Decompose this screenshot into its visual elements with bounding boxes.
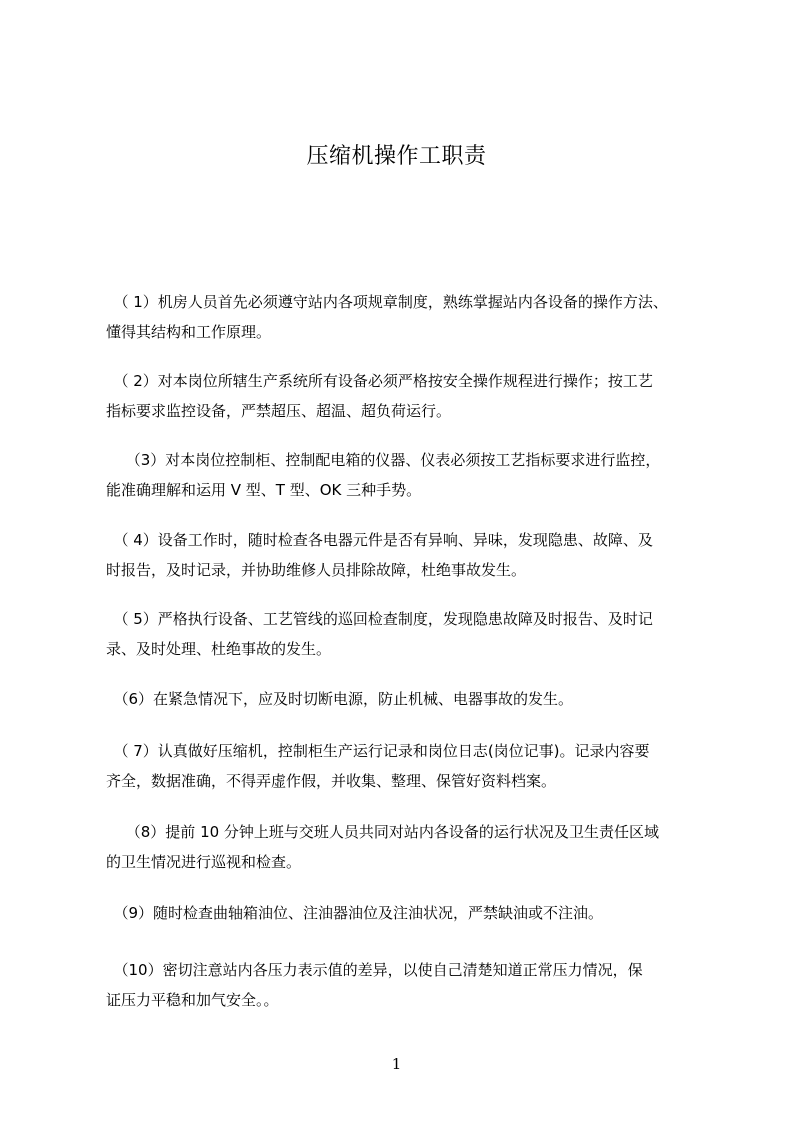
paragraph-line: 的卫生情况进行巡视和检查。 — [106, 853, 302, 871]
paragraph-line: （ 7）认真做好压缩机，控制柜生产运行记录和岗位日志(岗位记事)。记录内容要 — [106, 742, 650, 760]
duty-item-1 — [106, 287, 716, 347]
paragraph-line: （ 2）对本岗位所辖生产系统所有设备必须严格按安全操作规程进行操作；按工艺 — [106, 372, 653, 390]
duty-item-3 — [106, 445, 716, 505]
paragraph-line: （3）对本岗位控制柜、控制配电箱的仪器、仪表必须按工艺指标要求进行监控， — [106, 451, 661, 469]
paragraph-line: 懂得其结构和工作原理。 — [106, 323, 272, 341]
duty-item-2 — [106, 366, 716, 426]
duty-item-10 — [106, 955, 716, 1015]
paragraph-line: 时报告，及时记录，并协助维修人员排除故障，杜绝事故发生。 — [106, 561, 527, 579]
paragraph-line: （ 5）严格执行设备、工艺管线的巡回检查制度，发现隐患故障及时报告、及时记 — [106, 610, 653, 628]
paragraph-line: （ 1）机房人员首先必须遵守站内各项规章制度，熟练掌握站内各设备的操作方法、 — [106, 293, 668, 311]
paragraph-line: （6）在紧急情况下，应及时切断电源，防止机械、电器事故的发生。 — [106, 690, 574, 708]
duty-item-7 — [106, 736, 716, 796]
paragraph-line: 齐全，数据准确，不得弄虚作假，并收集、整理、保管好资料档案。 — [106, 772, 557, 790]
duty-item-9 — [106, 898, 716, 928]
duty-item-5 — [106, 604, 716, 664]
paragraph-line: 能准确理解和运用 V 型、T 型、OK 三种手势。 — [106, 481, 422, 499]
paragraph-line: 证压力平稳和加气安全。。 — [106, 991, 279, 1009]
paragraph-line: （10）密切注意站内各压力表示值的差异，以使自己清楚知道正常压力情况，保 — [106, 961, 643, 979]
page-title: 压缩机操作工职责 — [306, 144, 487, 169]
duty-item-8 — [106, 817, 716, 877]
paragraph-line: （ 4）设备工作时，随时检查各电器元件是否有异响、异味，发现隐患、故障、及 — [106, 531, 653, 549]
page-number: 1 — [391, 1055, 402, 1073]
paragraph-line: （8）提前 10 分钟上班与交班人员共同对站内各设备的运行状况及卫生责任区域 — [106, 823, 659, 841]
paragraph-line: （9）随时检查曲轴箱油位、注油器油位及注油状况，严禁缺油或不注油。 — [106, 904, 604, 922]
paragraph-line: 录、及时处理、杜绝事故的发生。 — [106, 640, 332, 658]
paragraph-line: 指标要求监控设备，严禁超压、超温、超负荷运行。 — [106, 402, 452, 420]
duty-item-4 — [106, 525, 716, 585]
duty-item-6 — [106, 684, 716, 714]
